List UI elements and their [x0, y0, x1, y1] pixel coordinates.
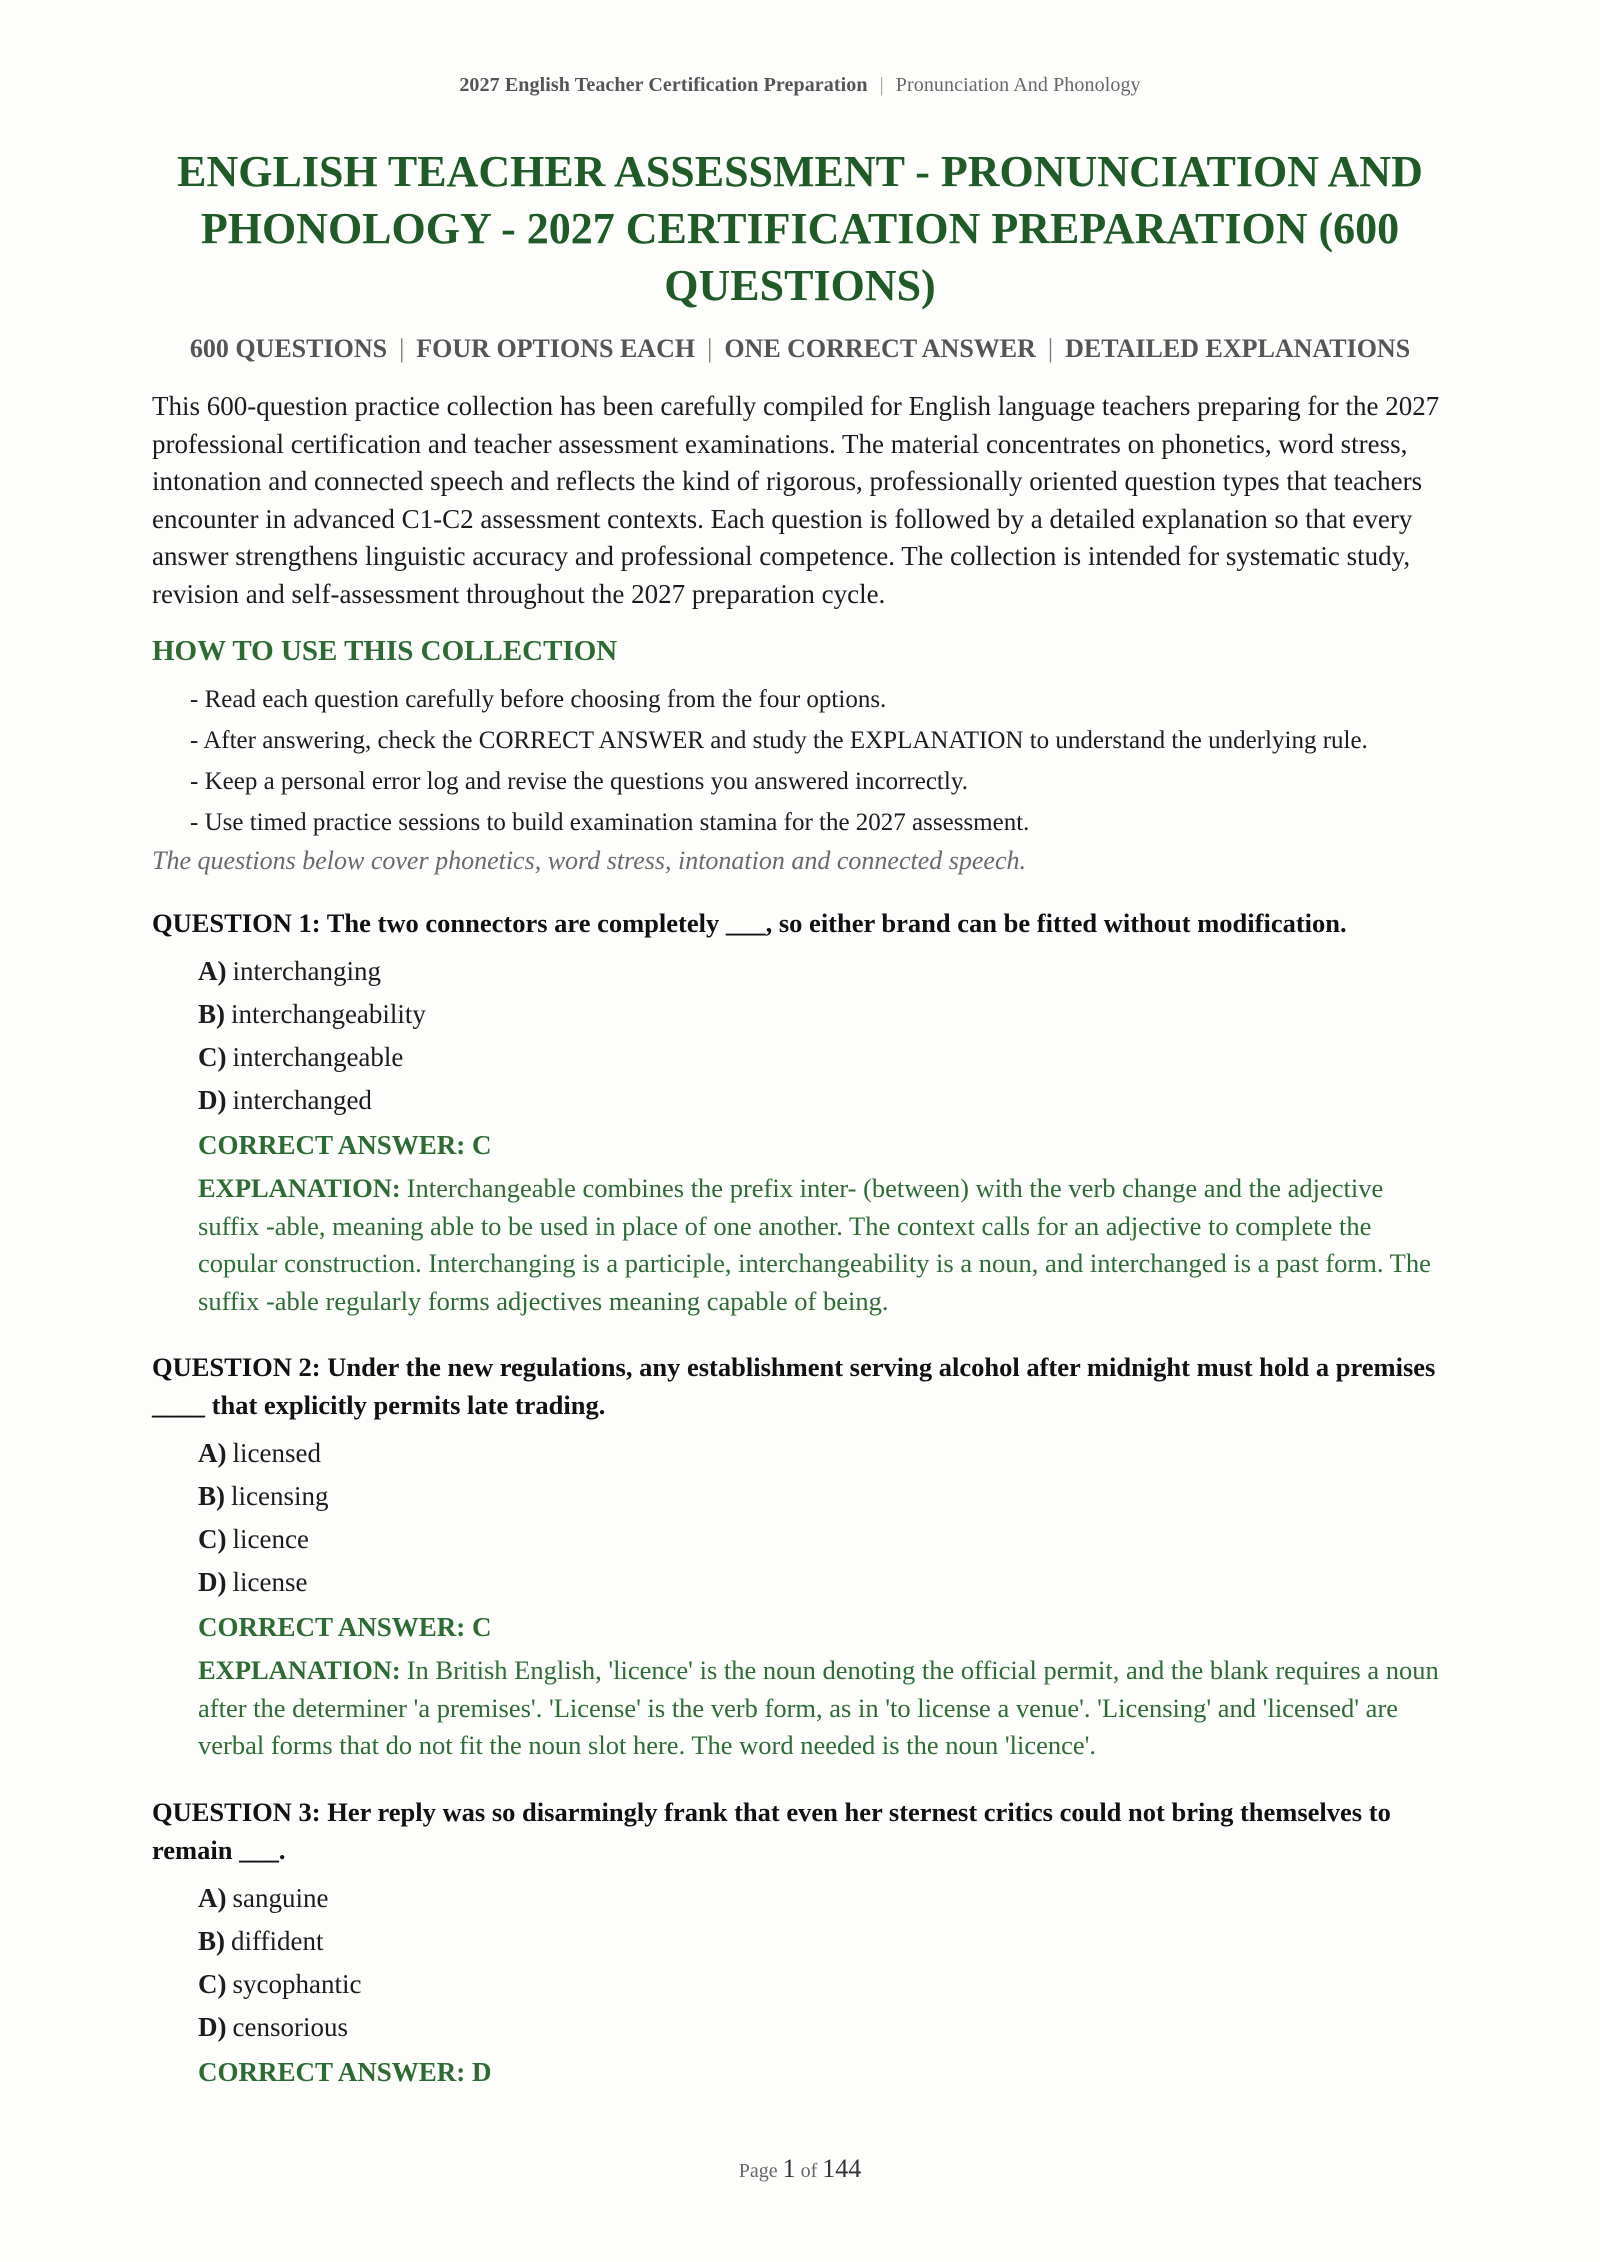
explanation-label: EXPLANATION: [198, 1655, 401, 1685]
question-text: QUESTION 2: Under the new regulations, any establishment serving alcohol after midnight must hold a premises ____ that explicitly permits late trading. [152, 1352, 1436, 1420]
intro-paragraph: This 600-question practice collection has been carefully compiled for English language teachers preparing for the 2027 professional certification and teacher assessment examinations. The material concentrates on phonetics, word stress, intonation and connected speech and reflects the kind of rigorous, professionally oriented question types that teachers encounter in advanced C1-C2 assessment contexts. Each question is followed by a detailed explanation so that every answer strengthens linguistic accuracy and professional competence. The collection is intended for systematic study, revision and self-assessment throughout the 2027 preparation cycle. [152, 391, 1440, 609]
meta-line [152, 334, 1448, 364]
option-text: censorious [232, 2011, 348, 2042]
page-word: Page [738, 2160, 778, 2182]
option-text: interchanging [232, 956, 381, 986]
how-to-use-list [190, 682, 1448, 840]
option-c [198, 1036, 1448, 1079]
option-c [198, 1518, 1448, 1561]
correct-answer: CORRECT ANSWER: C [198, 1130, 492, 1160]
option-letter: A) [198, 1882, 227, 1913]
option-c [198, 1963, 1448, 2006]
meta-item: DETAILED EXPLANATIONS [1065, 334, 1411, 363]
option-a [198, 1432, 1448, 1475]
option-text: diffident [231, 1925, 324, 1956]
total-pages-number: 144 [822, 2154, 862, 2183]
option-text: interchangeable [232, 1042, 404, 1072]
meta-separator: | [707, 334, 713, 363]
options-list [198, 1877, 1448, 2049]
meta-item: FOUR OPTIONS EACH [416, 334, 696, 363]
coverage-note: The questions below cover phonetics, word stress, intonation and connected speech. [152, 846, 1026, 875]
question-text: QUESTION 3: Her reply was so disarmingly frank that even her sternest critics could not bring themselves to remain ___. [152, 1796, 1391, 1865]
explanation-label: EXPLANATION: [198, 1173, 401, 1203]
option-letter: A) [198, 956, 227, 986]
meta-separator: | [1047, 334, 1054, 363]
option-text: sycophantic [232, 1968, 362, 1999]
correct-answer: CORRECT ANSWER: C [198, 1612, 492, 1642]
question-2 [152, 1348, 1448, 1765]
option-d [198, 2006, 1448, 2049]
option-letter: D) [198, 1567, 227, 1597]
meta-separator: | [399, 334, 405, 363]
list-item: - Use timed practice sessions to build examination stamina for the 2027 assessment. [190, 809, 1030, 836]
option-b [198, 993, 1448, 1036]
option-text: interchangeability [231, 999, 426, 1029]
question-3 [152, 1793, 1448, 2093]
option-text: licence [232, 1524, 309, 1554]
explanation [198, 1170, 1448, 1320]
page-footer [0, 2154, 1600, 2184]
option-text: sanguine [232, 1882, 329, 1913]
correct-answer: CORRECT ANSWER: D [198, 2056, 492, 2087]
option-d [198, 1079, 1448, 1122]
meta-item: 600 QUESTIONS [189, 334, 388, 363]
option-letter: C) [198, 1042, 227, 1072]
question-text: QUESTION 1: The two connectors are completely ___, so either brand can be fitted without modification. [152, 908, 1347, 938]
option-text: licensing [231, 1481, 329, 1511]
options-list [198, 1432, 1448, 1604]
option-letter: D) [198, 1085, 227, 1115]
option-text: licensed [232, 1438, 321, 1468]
option-letter: B) [198, 999, 225, 1029]
document-title: ENGLISH TEACHER ASSESSMENT - PRONUNCIATION AND PHONOLOGY - 2027 CERTIFICATION PREPARATION (600 QUESTIONS) [177, 147, 1423, 310]
of-word: of [800, 2160, 818, 2182]
running-header-title: 2027 English Teacher Certification Preparation [459, 74, 868, 96]
explanation-text: Interchangeable combines the prefix inter- (between) with the verb change and the adjective suffix -able, meaning able to be used in place of one another. The context calls for an adjective to complete the copular construction. Interchanging is a participle, interchangeability is a noun, and interchanged is a past form. The suffix -able regularly forms adjectives meaning capable of being. [198, 1173, 1431, 1316]
list-item: - Read each question carefully before choosing from the four options. [190, 686, 887, 713]
option-b [198, 1920, 1448, 1963]
option-letter: D) [198, 2011, 227, 2042]
explanation-text: In British English, 'licence' is the noun denoting the official permit, and the blank requires a noun after the determiner 'a premises'. 'License' is the verb form, as in 'to license a venue'. 'Licensing' and 'licensed' are verbal forms that do not fit the noun slot here. The word needed is the noun 'licence'. [198, 1655, 1439, 1760]
running-header [152, 74, 1448, 97]
option-text: interchanged [232, 1085, 372, 1115]
current-page-number: 1 [782, 2154, 796, 2183]
meta-item: ONE CORRECT ANSWER [724, 334, 1036, 363]
option-text: license [232, 1567, 308, 1597]
option-letter: C) [198, 1968, 227, 1999]
running-header-subtitle: Pronunciation And Phonology [895, 74, 1141, 96]
how-to-use-heading: HOW TO USE THIS COLLECTION [152, 635, 618, 667]
options-list [198, 950, 1448, 1122]
option-letter: B) [198, 1481, 225, 1511]
list-item: - Keep a personal error log and revise the questions you answered incorrectly. [190, 768, 968, 795]
option-b [198, 1475, 1448, 1518]
running-header-separator: | [879, 74, 884, 96]
question-1 [152, 904, 1448, 1320]
option-letter: C) [198, 1524, 227, 1554]
option-a [198, 1877, 1448, 1920]
option-letter: A) [198, 1438, 227, 1468]
list-item: - After answering, check the CORRECT ANSWER and study the EXPLANATION to understand the underlying rule. [190, 727, 1368, 754]
option-letter: B) [198, 1925, 225, 1956]
explanation [198, 1652, 1448, 1765]
option-a [198, 950, 1448, 993]
option-d [198, 1561, 1448, 1604]
